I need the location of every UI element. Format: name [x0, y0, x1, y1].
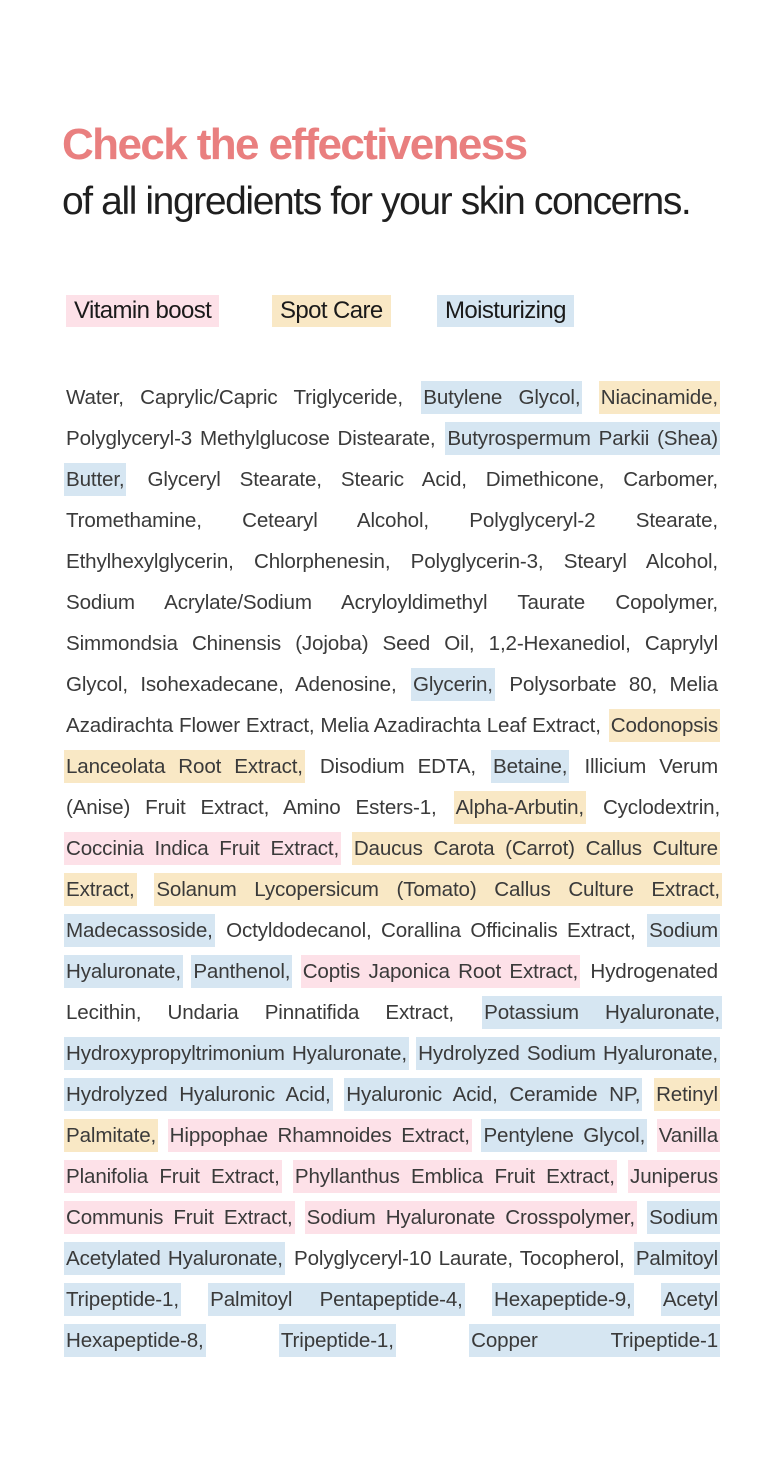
ingredient-text: Polysorbate 80, Melia Azadirachta Flower Extract, Melia Azadirachta Leaf Extract, [66, 673, 718, 737]
ingredient-highlight-moist: Sodium Acetylated Hyaluronate, [64, 1201, 720, 1275]
ingredient-highlight-moist: Palmitoyl Pentapeptide-4, [208, 1283, 465, 1316]
ingredient-highlight-vitamin: Coccinia Indica Fruit Extract, [64, 832, 341, 865]
ingredient-text: Glyceryl Stearate, Stearic Acid, Dimethicone, Carbomer, Tromethamine, Cetearyl Alcohol, Polyglyceryl-2 Stearate, Ethylhexylglycerin, Chlorphenesin, Polyglycerin-3, Stearyl Alcohol, Sodium Acrylate/Sodium Acryloyldimethyl Taurate Copolymer, Simmondsia Chinensis (Jojoba) Seed Oil, 1,2-Hexanediol, Caprylyl Glycol, Isohexadecane, Adenosine, [66, 468, 718, 696]
ingredient-highlight-moist: Butyrospermum Parkii (Shea) Butter, [64, 422, 720, 496]
ingredient-text: Octyldodecanol, Corallina Officinalis Extract, [226, 919, 636, 942]
ingredient-highlight-moist: Madecassoside, [64, 914, 215, 947]
ingredient-highlight-moist: Hydrolyzed Hyaluronic Acid, [64, 1078, 333, 1111]
ingredient-highlight-spot: Retinyl Palmitate, [64, 1078, 720, 1152]
ingredient-highlight-vitamin: Phyllanthus Emblica Fruit Extract, [293, 1160, 617, 1193]
ingredient-highlight-moist: Sodium Hyaluronate, [64, 914, 720, 988]
ingredient-highlight-vitamin: Hippophae Rhamnoides Extract, [168, 1119, 472, 1152]
legend-vitamin-boost: Vitamin boost [66, 295, 219, 327]
ingredient-highlight-spot: Niacinamide, [599, 381, 720, 414]
ingredient-highlight-moist: Hexapeptide-9, [492, 1283, 634, 1316]
ingredient-text: Polyglyceryl-10 Laurate, Tocopherol, [294, 1247, 625, 1270]
ingredient-highlight-spot: Daucus Carota (Carrot) Callus Culture Extract, [64, 832, 720, 906]
ingredient-highlight-moist: Hydrolyzed Sodium Hyaluronate, [416, 1037, 720, 1070]
page-title: Check the effectiveness [62, 120, 527, 169]
ingredient-highlight-vitamin: Vanilla Planifolia Fruit Extract, [64, 1119, 720, 1193]
ingredient-highlight-moist: Tripeptide-1, [279, 1324, 396, 1357]
ingredient-text: Disodium EDTA, [319, 755, 476, 778]
ingredient-highlight-moist: Glycerin, [411, 668, 495, 701]
ingredient-highlight-moist: Betaine, [491, 750, 569, 783]
ingredient-highlight-moist: Copper Tripeptide-1 [469, 1324, 720, 1357]
legend-moisturizing: Moisturizing [437, 295, 574, 327]
ingredient-highlight-moist: Potassium Hyaluronate, [482, 996, 722, 1029]
ingredient-highlight-moist: Palmitoyl Tripeptide-1, [64, 1242, 720, 1316]
ingredient-highlight-vitamin: Coptis Japonica Root Extract, [301, 955, 580, 988]
ingredient-highlight-moist: Panthenol, [191, 955, 292, 988]
ingredient-text: Water, Caprylic/Capric Triglyceride, [66, 386, 403, 409]
ingredient-highlight-moist: Hydroxypropyltrimonium Hyaluronate, [64, 1037, 409, 1070]
ingredient-highlight-moist: Pentylene Glycol, [481, 1119, 647, 1152]
ingredient-highlight-moist: Butylene Glycol, [421, 381, 582, 414]
ingredient-highlight-spot: Alpha-Arbutin, [454, 791, 586, 824]
ingredient-highlight-spot: Codonopsis Lanceolata Root Extract, [64, 709, 720, 783]
ingredient-text: Illicium Verum (Anise) Fruit Extract, Amino Esters-1, [66, 755, 718, 819]
ingredient-text: Polyglyceryl-3 Methylglucose Distearate, [66, 427, 436, 450]
ingredient-list [64, 377, 720, 1361]
ingredient-highlight-moist: Acetyl Hexapeptide-8, [64, 1283, 720, 1357]
ingredient-highlight-moist: Hyaluronic Acid, Ceramide NP, [344, 1078, 642, 1111]
ingredient-text: Cyclodextrin, [602, 796, 721, 819]
legend-spot-care: Spot Care [272, 295, 391, 327]
ingredient-text: Hydrogenated Lecithin, Undaria Pinnatifida Extract, [66, 960, 718, 1024]
ingredient-highlight-spot: Solanum Lycopersicum (Tomato) Callus Culture Extract, [154, 873, 722, 906]
ingredient-highlight-vitamin: Sodium Hyaluronate Crosspolymer, [305, 1201, 637, 1234]
ingredient-highlight-vitamin: Juniperus Communis Fruit Extract, [64, 1160, 720, 1234]
page-subtitle: of all ingredients for your skin concerns. [62, 180, 691, 223]
